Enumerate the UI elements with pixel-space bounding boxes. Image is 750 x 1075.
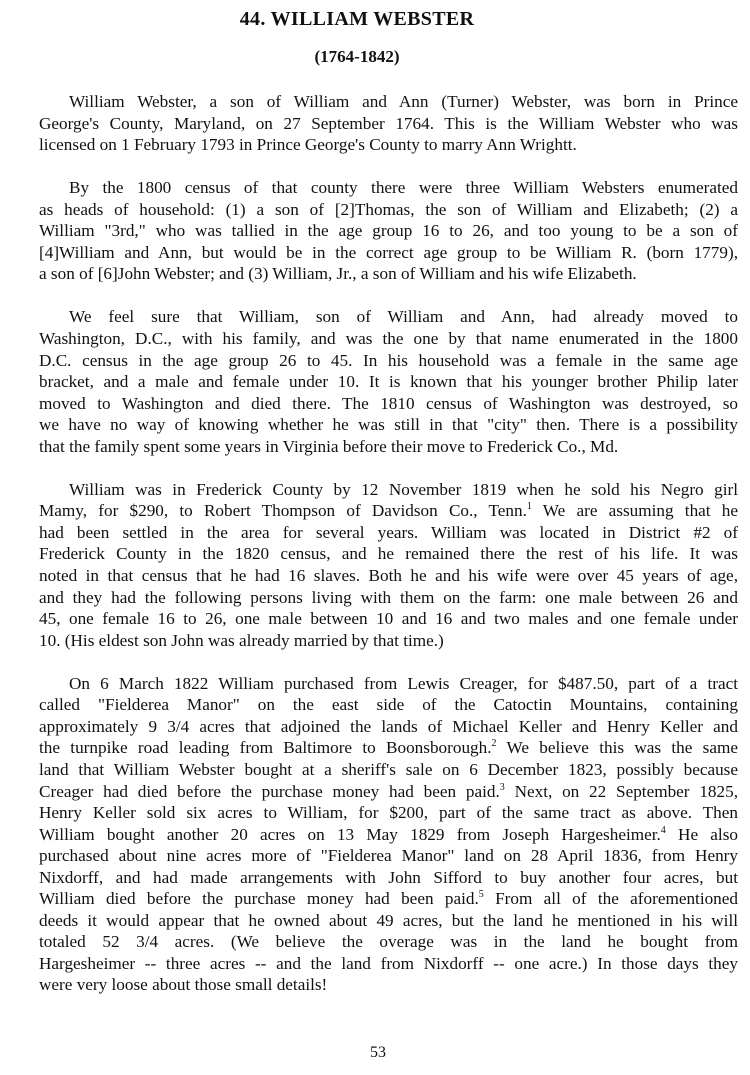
text-line: William was in Frederick County by 12 November 1819 when he sold his Negro girl — [69, 479, 738, 499]
life-dates: (1764-1842) — [314, 47, 400, 66]
text-segment: He also — [665, 824, 738, 844]
text-line: Washington, D.C., with his family, and was the one by that name enumerated in the 1800 — [39, 329, 738, 349]
body-text — [39, 91, 738, 1018]
text-line: 10. (His eldest son John was already married by that time.) — [39, 630, 444, 650]
paragraph — [39, 177, 738, 285]
text-line: Henry Keller sold six acres to William, for $200, part of the same tract as above. Then — [39, 803, 738, 823]
text-line: approximately 9 3/4 acres that adjoined the lands of Michael Keller and Henry Keller and — [39, 716, 738, 736]
text-line: that the family spent some years in Virginia before their move to Frederick Co., Md. — [39, 436, 619, 456]
text-line: Frederick County in the 1820 census, and he remained there the rest of his life. It was — [39, 544, 738, 564]
text-line: noted in that census that he had 16 slaves. Both he and his wife were over 45 years of age, — [39, 566, 738, 586]
text-line: On 6 March 1822 William purchased from Lewis Creager, for $487.50, part of a tract — [69, 673, 738, 693]
text-segment: Mamy, for $290, to Robert Thompson of Davidson Co., Tenn. — [39, 501, 527, 521]
paragraph — [39, 91, 738, 156]
page-number: 53 — [370, 1044, 386, 1061]
text-line: bracket, and a male and female under 10. It is known that his younger brother Philip later — [39, 372, 738, 392]
text-line: were very loose about those small details! — [39, 975, 328, 995]
text-segment: Next, on 22 September 1825, — [504, 781, 738, 801]
text-line: a son of [6]John Webster; and (3) William, Jr., a son of William and his wife Elizabeth. — [39, 264, 637, 284]
paragraph — [39, 479, 738, 651]
text-line — [39, 888, 738, 910]
footnote-marker: 2 — [491, 738, 497, 750]
text-line: moved to Washington and died there. The 1810 census of Washington was destroyed, so — [39, 393, 738, 413]
paragraph — [39, 673, 738, 996]
text-line: [4]William and Ann, but would be in the correct age group to be William R. (born 1779), — [39, 242, 738, 262]
text-line: totaled 52 3/4 acres. (We believe the overage was in the land he bought from — [39, 932, 738, 952]
text-line: licensed on 1 February 1793 in Prince George's County to marry Ann Wrightt. — [39, 135, 577, 155]
chapter-title: 44. WILLIAM WEBSTER — [239, 8, 475, 30]
text-line — [39, 781, 738, 803]
text-line: William Webster, a son of William and Ann (Turner) Webster, was born in Prince — [69, 92, 738, 111]
text-line — [39, 737, 738, 759]
text-line: called "Fielderea Manor" on the east side of the Catoctin Mountains, containing — [39, 695, 738, 715]
text-line: D.C. census in the age group 26 to 45. In his household was a female in the same age — [39, 350, 738, 370]
text-line — [39, 824, 738, 846]
text-line: land that William Webster bought at a sheriff's sale on 6 December 1823, possibly because — [39, 759, 738, 779]
footnote-marker: 4 — [660, 824, 666, 836]
text-line — [39, 500, 738, 522]
text-line: deeds it would appear that he owned about 49 acres, but the land he mentioned in his will — [39, 910, 738, 930]
text-line: We feel sure that William, son of William and Ann, had already moved to — [69, 307, 738, 327]
text-line: By the 1800 census of that county there were three William Websters enumerated — [69, 178, 738, 198]
text-line: and they had the following persons living with them on the farm: one male between 26 and — [39, 587, 738, 607]
text-line: Nixdorff, and had made arrangements with John Sifford to buy another four acres, but — [39, 867, 738, 887]
text-line: had been settled in the area for several years. William was located in District #2 of — [39, 522, 738, 542]
footnote-marker: 1 — [526, 501, 532, 513]
text-line: we have no way of knowing whether he was still in that "city" then. There is a possibility — [39, 415, 738, 435]
text-segment: William died before the purchase money had been paid. — [39, 889, 479, 909]
text-line: Hargesheimer -- three acres -- and the land from Nixdorff -- one acre.) In those days they — [39, 953, 738, 973]
text-line: William "3rd," who was tallied in the age group 16 to 26, and too young to be a son of — [39, 221, 738, 241]
text-segment: We believe this was the same — [496, 738, 738, 758]
text-segment: From all of the aforementioned — [483, 889, 739, 909]
paragraph — [39, 306, 738, 457]
text-segment: William bought another 20 acres on 13 May 1829 from Joseph Hargesheimer. — [39, 824, 661, 844]
footnote-marker: 3 — [499, 781, 505, 793]
text-segment: the turnpike road leading from Baltimore to Boonsborough. — [39, 738, 492, 758]
text-segment: Creager had died before the purchase money had been paid. — [39, 781, 500, 801]
text-line: George's County, Maryland, on 27 September 1764. This is the William Webster who was — [39, 113, 738, 133]
text-line: purchased about nine acres more of "Fielderea Manor" land on 28 April 1836, from Henry — [39, 846, 738, 866]
text-segment: We are assuming that he — [531, 501, 738, 521]
text-line: as heads of household: (1) a son of [2]Thomas, the son of William and Elizabeth; (2) a — [39, 199, 738, 219]
footnote-marker: 5 — [478, 889, 484, 901]
text-line: 45, one female 16 to 26, one male between 10 and 16 and two males and one female under — [39, 609, 738, 629]
